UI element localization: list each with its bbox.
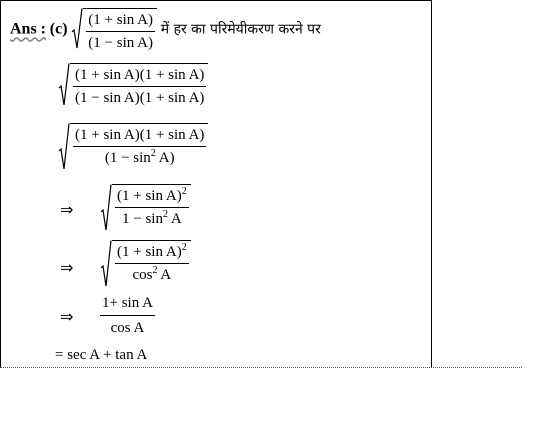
fraction [73,126,206,167]
numerator: (1 + sin A) [86,11,155,32]
dotted-divider [0,367,522,368]
step-3 [100,184,191,234]
numerator: 1+ sin A [100,294,155,316]
answer-header [10,8,321,52]
radical-sign [100,240,112,290]
step-4 [100,240,191,290]
step-1 [58,63,208,109]
radical-expression [58,63,208,109]
fraction [73,66,206,107]
denominator: (1 − sin A) [88,35,153,51]
implies-arrow: ⇒ [60,200,74,219]
radical-expression [100,240,191,290]
answer-label: Ans : [10,20,47,38]
numerator: $(1 + \sin A)^2$ [115,243,189,264]
numerator: $(1 + \sin A)^2$ [115,187,189,208]
fraction [86,11,155,52]
fraction [115,243,189,284]
denominator: $1 - \sin^2 A$ [121,209,182,227]
radical-expression [58,123,208,173]
step-2 [58,123,208,173]
numerator: (1 + sin A)(1 + sin A) [73,66,206,87]
fraction [115,187,189,228]
step-5 [100,294,155,337]
answer-option: (c) [49,20,68,38]
radical-sign [71,8,83,52]
denominator: $\cos^2 A$ [132,265,172,283]
radical-expression [71,8,157,52]
implies-arrow: ⇒ [60,258,74,277]
implies-arrow: ⇒ [60,307,74,326]
radical-expression [100,184,191,234]
fraction [100,294,155,337]
denominator: $(1 - \sin^2 A)$ [104,148,175,166]
radical-sign [100,184,112,234]
denominator: cos A [110,320,145,336]
final-result: = sec A + tan A [55,347,148,363]
numerator: (1 + sin A)(1 + sin A) [73,126,206,147]
radical-sign [58,63,70,109]
denominator: (1 − sin A)(1 + sin A) [75,90,205,106]
radical-sign [58,123,70,173]
hindi-instruction: में हर का परिमेयीकरण करने पर [160,21,321,38]
